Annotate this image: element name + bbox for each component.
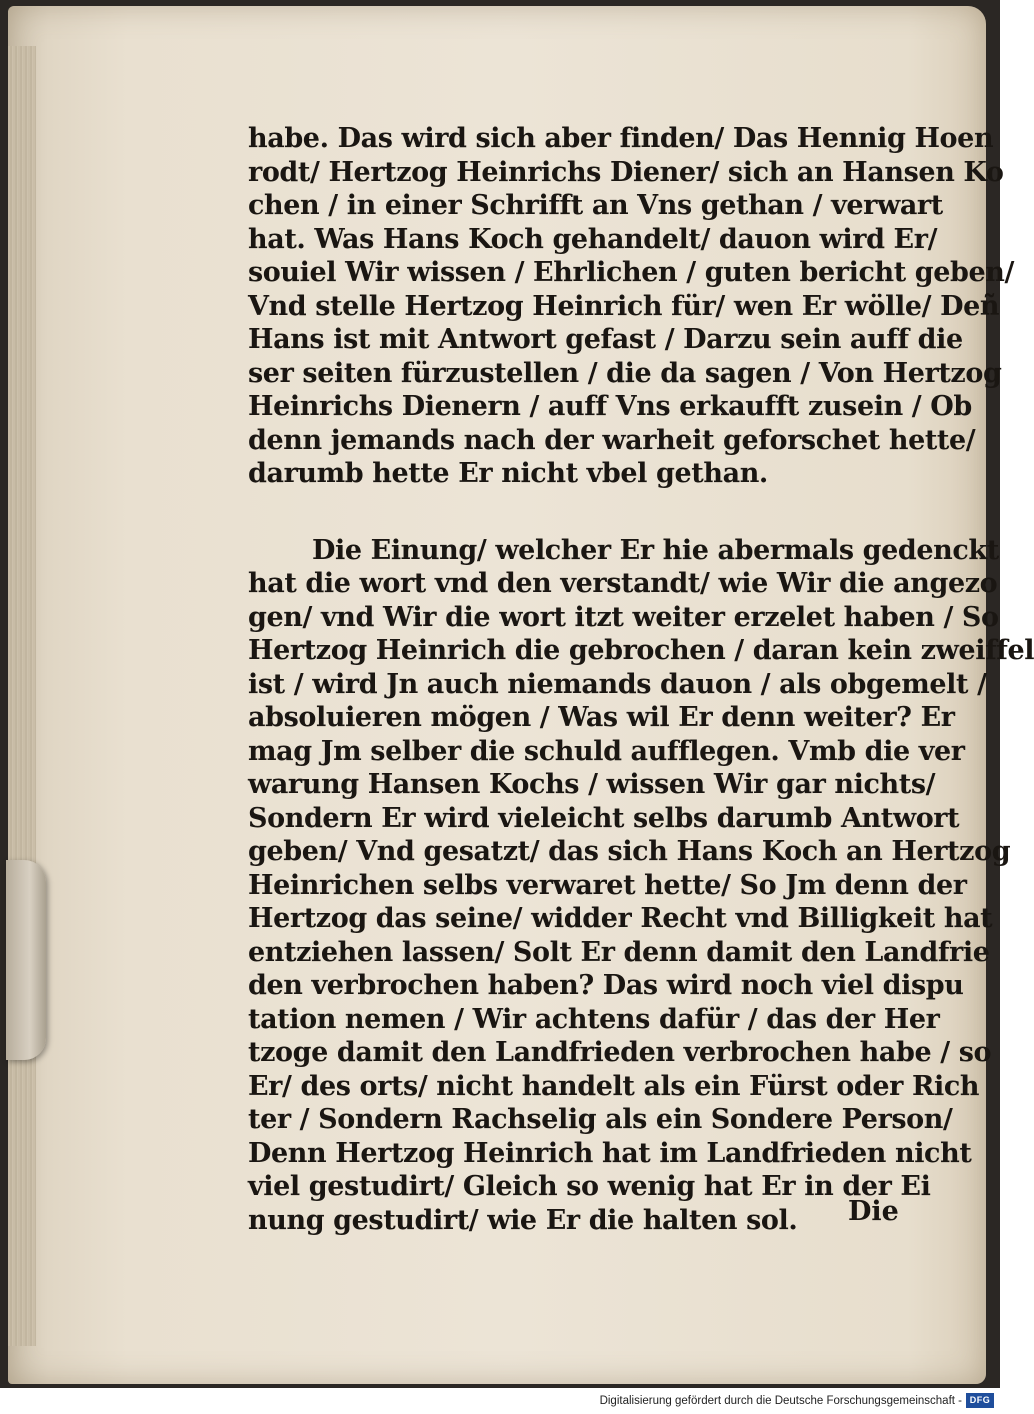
body-text bbox=[248, 122, 1034, 1237]
paragraph-1 bbox=[248, 122, 1014, 491]
text-line: gen/ vnd Wir die wort itzt weiter erzelet haben / So bbox=[248, 601, 999, 633]
text-line: Hertzog das seine/ widder Recht vnd Billigkeit hat bbox=[248, 903, 993, 934]
text-line: hat. Was Hans Koch gehandelt/ dauon wird Er/ bbox=[248, 223, 938, 255]
text-line: Hertzog Heinrich die gebrochen / daran kein zweiffel bbox=[248, 635, 1034, 666]
text-line: entziehen lassen/ Solt Er denn damit den Landfrie bbox=[248, 936, 990, 968]
text-line: Er/ des orts/ nicht handelt als ein Fürst oder Rich bbox=[248, 1070, 980, 1102]
text-line: geben/ Vnd gesatzt/ das sich Hans Koch an Hertzog bbox=[248, 836, 1011, 867]
binding-clip bbox=[6, 860, 46, 1060]
footer-bar bbox=[0, 1388, 1000, 1414]
text-line: hat die wort vnd den verstandt/ wie Wir die angezo bbox=[248, 568, 998, 599]
text-line: Heinrichs Dienern / auff Vns erkaufft zusein / Ob bbox=[248, 391, 972, 422]
text-line: nung gestudirt/ wie Er die halten sol. bbox=[248, 1204, 798, 1236]
text-line: habe. Das wird sich aber finden/ Das Hennig Hoen bbox=[248, 123, 994, 154]
paragraph-2 bbox=[248, 534, 1034, 1238]
text-line: rodt/ Hertzog Heinrichs Diener/ sich an Hansen Ko bbox=[248, 156, 1004, 188]
text-line: absoluieren mögen / Was wil Er denn weiter? Er bbox=[248, 702, 955, 733]
text-line: souiel Wir wissen / Ehrlichen / guten bericht geben/ bbox=[248, 257, 1014, 288]
dfg-logo[interactable]: DFG bbox=[966, 1393, 994, 1408]
text-line: Heinrichen selbs verwaret hette/ So Jm denn der bbox=[248, 869, 967, 901]
text-line: darumb hette Er nicht vbel gethan. bbox=[248, 458, 768, 489]
text-line: Hans ist mit Antwort gefast / Darzu sein auff die bbox=[248, 324, 963, 355]
text-line: tation nemen / Wir achtens dafür / das der Her bbox=[248, 1003, 940, 1035]
text-line: Denn Hertzog Heinrich hat im Landfrieden nicht bbox=[248, 1137, 972, 1169]
text-line: denn jemands nach der warheit geforschet hette/ bbox=[248, 424, 976, 456]
text-line: mag Jm selber die schuld aufflegen. Vmb die ver bbox=[248, 735, 965, 767]
catchword: Die bbox=[848, 1196, 899, 1227]
text-line: tzoge damit den Landfrieden verbrochen habe / so bbox=[248, 1037, 992, 1068]
text-line: Die Einung/ welcher Er hie abermals gedenckt bbox=[312, 534, 999, 566]
text-line: viel gestudirt/ Gleich so wenig hat Er in der Ei bbox=[248, 1171, 931, 1202]
text-line: warung Hansen Kochs / wissen Wir gar nichts/ bbox=[248, 769, 936, 800]
text-line: ter / Sondern Rachselig als ein Sondere Person/ bbox=[248, 1104, 953, 1135]
text-line: ist / wird Jn auch niemands dauon / als obgemelt / bbox=[248, 668, 987, 700]
text-line: Vnd stelle Hertzog Heinrich für/ wen Er wölle/ Deñ bbox=[248, 290, 1000, 322]
text-line: Sondern Er wird vieleicht selbs darumb Antwort bbox=[248, 802, 960, 834]
text-line: den verbrochen haben? Das wird noch viel dispu bbox=[248, 970, 964, 1001]
paragraph-gap bbox=[248, 491, 912, 534]
funding-credit: Digitalisierung gefördert durch die Deutsche Forschungsgemeinschaft - bbox=[599, 1395, 962, 1407]
page-edges bbox=[8, 46, 36, 1346]
text-line: ser seiten fürzustellen / die da sagen / Von Hertzog bbox=[248, 357, 1002, 389]
text-line: chen / in einer Schrifft an Vns gethan / verwart bbox=[248, 190, 943, 221]
